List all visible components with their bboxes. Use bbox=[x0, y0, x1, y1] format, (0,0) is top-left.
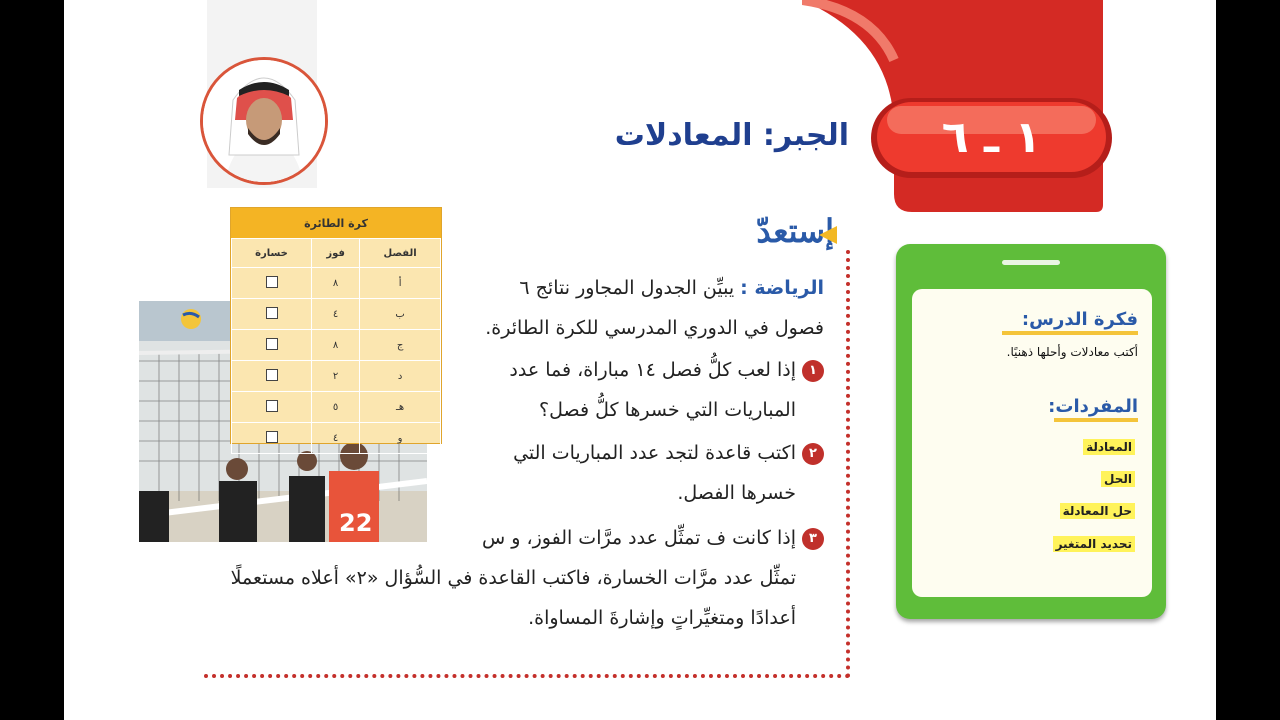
intro-line-2: فصول في الدوري المدرسي للكرة الطائرة. bbox=[485, 317, 824, 339]
textbook-page bbox=[64, 0, 1216, 720]
vocab-item: حل المعادلة bbox=[1060, 503, 1135, 519]
vocabulary-heading bbox=[1048, 396, 1138, 422]
checkbox-icon[interactable] bbox=[266, 431, 278, 443]
dotted-border-horizontal bbox=[204, 674, 850, 678]
table-row bbox=[232, 361, 441, 392]
teacher-avatar bbox=[200, 57, 328, 185]
question-3-line-3: أعدادًا ومتغيِّراتٍ وإشارةَ المساواة. bbox=[528, 607, 796, 629]
lesson-idea-text: أكتب معادلات وأحلها ذهنيًا. bbox=[1006, 345, 1138, 359]
intro-label: الرياضة : bbox=[740, 277, 824, 299]
table-header-class: الفصل bbox=[360, 239, 441, 268]
question-2-line-2: خسرها الفصل. bbox=[677, 482, 796, 504]
table-cell-class: ج bbox=[360, 330, 441, 361]
question-3-line-1: إذا كانت ف تمثِّل عدد مرَّات الفوز، و س bbox=[482, 527, 796, 549]
table-cell-class: د bbox=[360, 361, 441, 392]
volleyball-results-table bbox=[230, 207, 442, 444]
question-1 bbox=[459, 350, 824, 430]
question-2-line-1: اكتب قاعدة لتجد عدد المباريات التي bbox=[513, 442, 796, 464]
checkbox-icon[interactable] bbox=[266, 338, 278, 350]
table-header-wins: فوز bbox=[312, 239, 360, 268]
table-cell-class: هـ bbox=[360, 392, 441, 423]
table-cell-losses[interactable] bbox=[232, 361, 312, 392]
heading-underline bbox=[1054, 418, 1138, 422]
table-cell-wins: ٥ bbox=[312, 392, 360, 423]
table-cell-wins: ٨ bbox=[312, 330, 360, 361]
heading-underline bbox=[1002, 331, 1138, 335]
table-cell-losses[interactable] bbox=[232, 423, 312, 454]
vocab-item: المعادلة bbox=[1083, 439, 1135, 455]
intro-line-1: يبيِّن الجدول المجاور نتائج ٦ bbox=[519, 277, 735, 299]
section-heading: إستعدّ bbox=[756, 212, 834, 250]
table-cell-wins: ٤ bbox=[312, 299, 360, 330]
heading-arrow-icon bbox=[819, 226, 837, 244]
question-2 bbox=[459, 433, 824, 513]
table-cell-class: أ bbox=[360, 268, 441, 299]
question-3 bbox=[194, 518, 824, 638]
lesson-idea-heading bbox=[1002, 309, 1138, 335]
question-number-badge: ٢ bbox=[802, 443, 824, 465]
vocabulary-heading-text: المفردات: bbox=[1048, 396, 1138, 417]
table-row bbox=[232, 392, 441, 423]
dotted-border-vertical bbox=[846, 250, 850, 678]
lesson-title: الجبر: المعادلات bbox=[614, 118, 849, 153]
table-cell-losses[interactable] bbox=[232, 392, 312, 423]
table-cell-class: و bbox=[360, 423, 441, 454]
table-cell-wins: ٢ bbox=[312, 361, 360, 392]
table-cell-class: ب bbox=[360, 299, 441, 330]
vocab-item: تحديد المتغير bbox=[1053, 536, 1135, 552]
checkbox-icon[interactable] bbox=[266, 400, 278, 412]
table-cell-wins: ٤ bbox=[312, 423, 360, 454]
table-cell-losses[interactable] bbox=[232, 268, 312, 299]
intro-paragraph bbox=[459, 268, 824, 348]
table-cell-losses[interactable] bbox=[232, 330, 312, 361]
table-title: كرة الطائرة bbox=[231, 208, 441, 238]
table-row bbox=[232, 268, 441, 299]
table-row bbox=[232, 423, 441, 454]
svg-text:22: 22 bbox=[339, 509, 373, 537]
question-number-badge: ٣ bbox=[802, 528, 824, 550]
lesson-number: ١ ـ ٦ bbox=[941, 111, 1042, 163]
lesson-idea-heading-text: فكرة الدرس: bbox=[1021, 309, 1138, 330]
table-row bbox=[232, 299, 441, 330]
checkbox-icon[interactable] bbox=[266, 369, 278, 381]
results-table bbox=[231, 238, 441, 454]
table-row bbox=[232, 330, 441, 361]
question-1-line-1: إذا لعب كلُّ فصل ١٤ مباراة، فما عدد bbox=[509, 359, 796, 381]
table-cell-wins: ٨ bbox=[312, 268, 360, 299]
question-3-line-2: تمثِّل عدد مرَّات الخسارة، فاكتب القاعدة في السُّؤال «٢» أعلاه مستعملًا bbox=[230, 567, 796, 589]
sidebar-tab-line bbox=[1002, 260, 1060, 265]
table-header-losses: خسارة bbox=[232, 239, 312, 268]
table-cell-losses[interactable] bbox=[232, 299, 312, 330]
vocab-item: الحل bbox=[1101, 471, 1135, 487]
checkbox-icon[interactable] bbox=[266, 276, 278, 288]
question-number-badge: ١ bbox=[802, 360, 824, 382]
question-1-line-2: المباريات التي خسرها كلُّ فصل؟ bbox=[539, 399, 796, 421]
checkbox-icon[interactable] bbox=[266, 307, 278, 319]
